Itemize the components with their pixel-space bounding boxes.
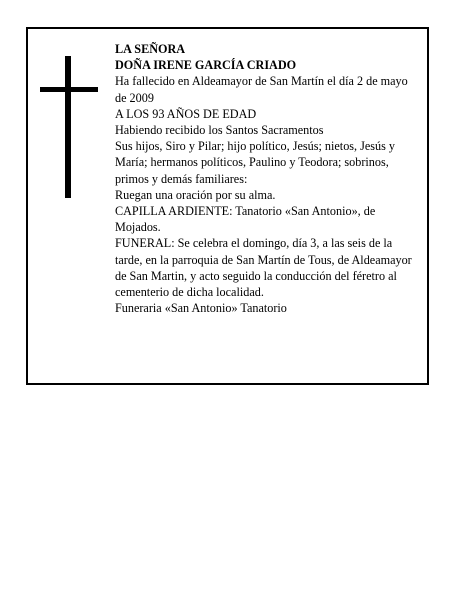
family-list: Sus hijos, Siro y Pilar; hijo político, Jesús; nietos, Jesús y María; hermanos políticos, Paulino y Teodora; sobrinos, primos y demás familiares: [115,139,395,186]
notice-text [115,41,421,316]
cross-icon [40,56,98,198]
obituary-notice [26,27,429,385]
cross-vertical-bar [65,56,71,198]
funeral-home: Funeraria «San Antonio» Tanatorio [115,301,287,316]
death-announcement: Ha fallecido en Aldeamayor de San Martín el día 2 de mayo de 2009 [115,74,408,105]
age-at-death: A LOS 93 AÑOS DE EDAD [115,106,257,121]
funeral-details: FUNERAL: Se celebra el domingo, día 3, a las seis de la tarde, en la parroquia de San Martín de Tous, de Aldeamayor de San Martin, y acto seguido la conducción del féretro al cementerio de dicha localidad. [115,236,412,300]
sacraments-line: Habiendo recibido los Santos Sacramentos [115,123,324,138]
deceased-name: DOÑA IRENE GARCÍA CRIADO [115,58,297,73]
wake-location: CAPILLA ARDIENTE: Tanatorio «San Antonio», de Mojados. [115,204,376,235]
notice-heading-title: LA SEÑORA [115,42,186,56]
cross-horizontal-bar [40,87,98,92]
prayer-request: Ruegan una oración por su alma. [115,187,276,202]
